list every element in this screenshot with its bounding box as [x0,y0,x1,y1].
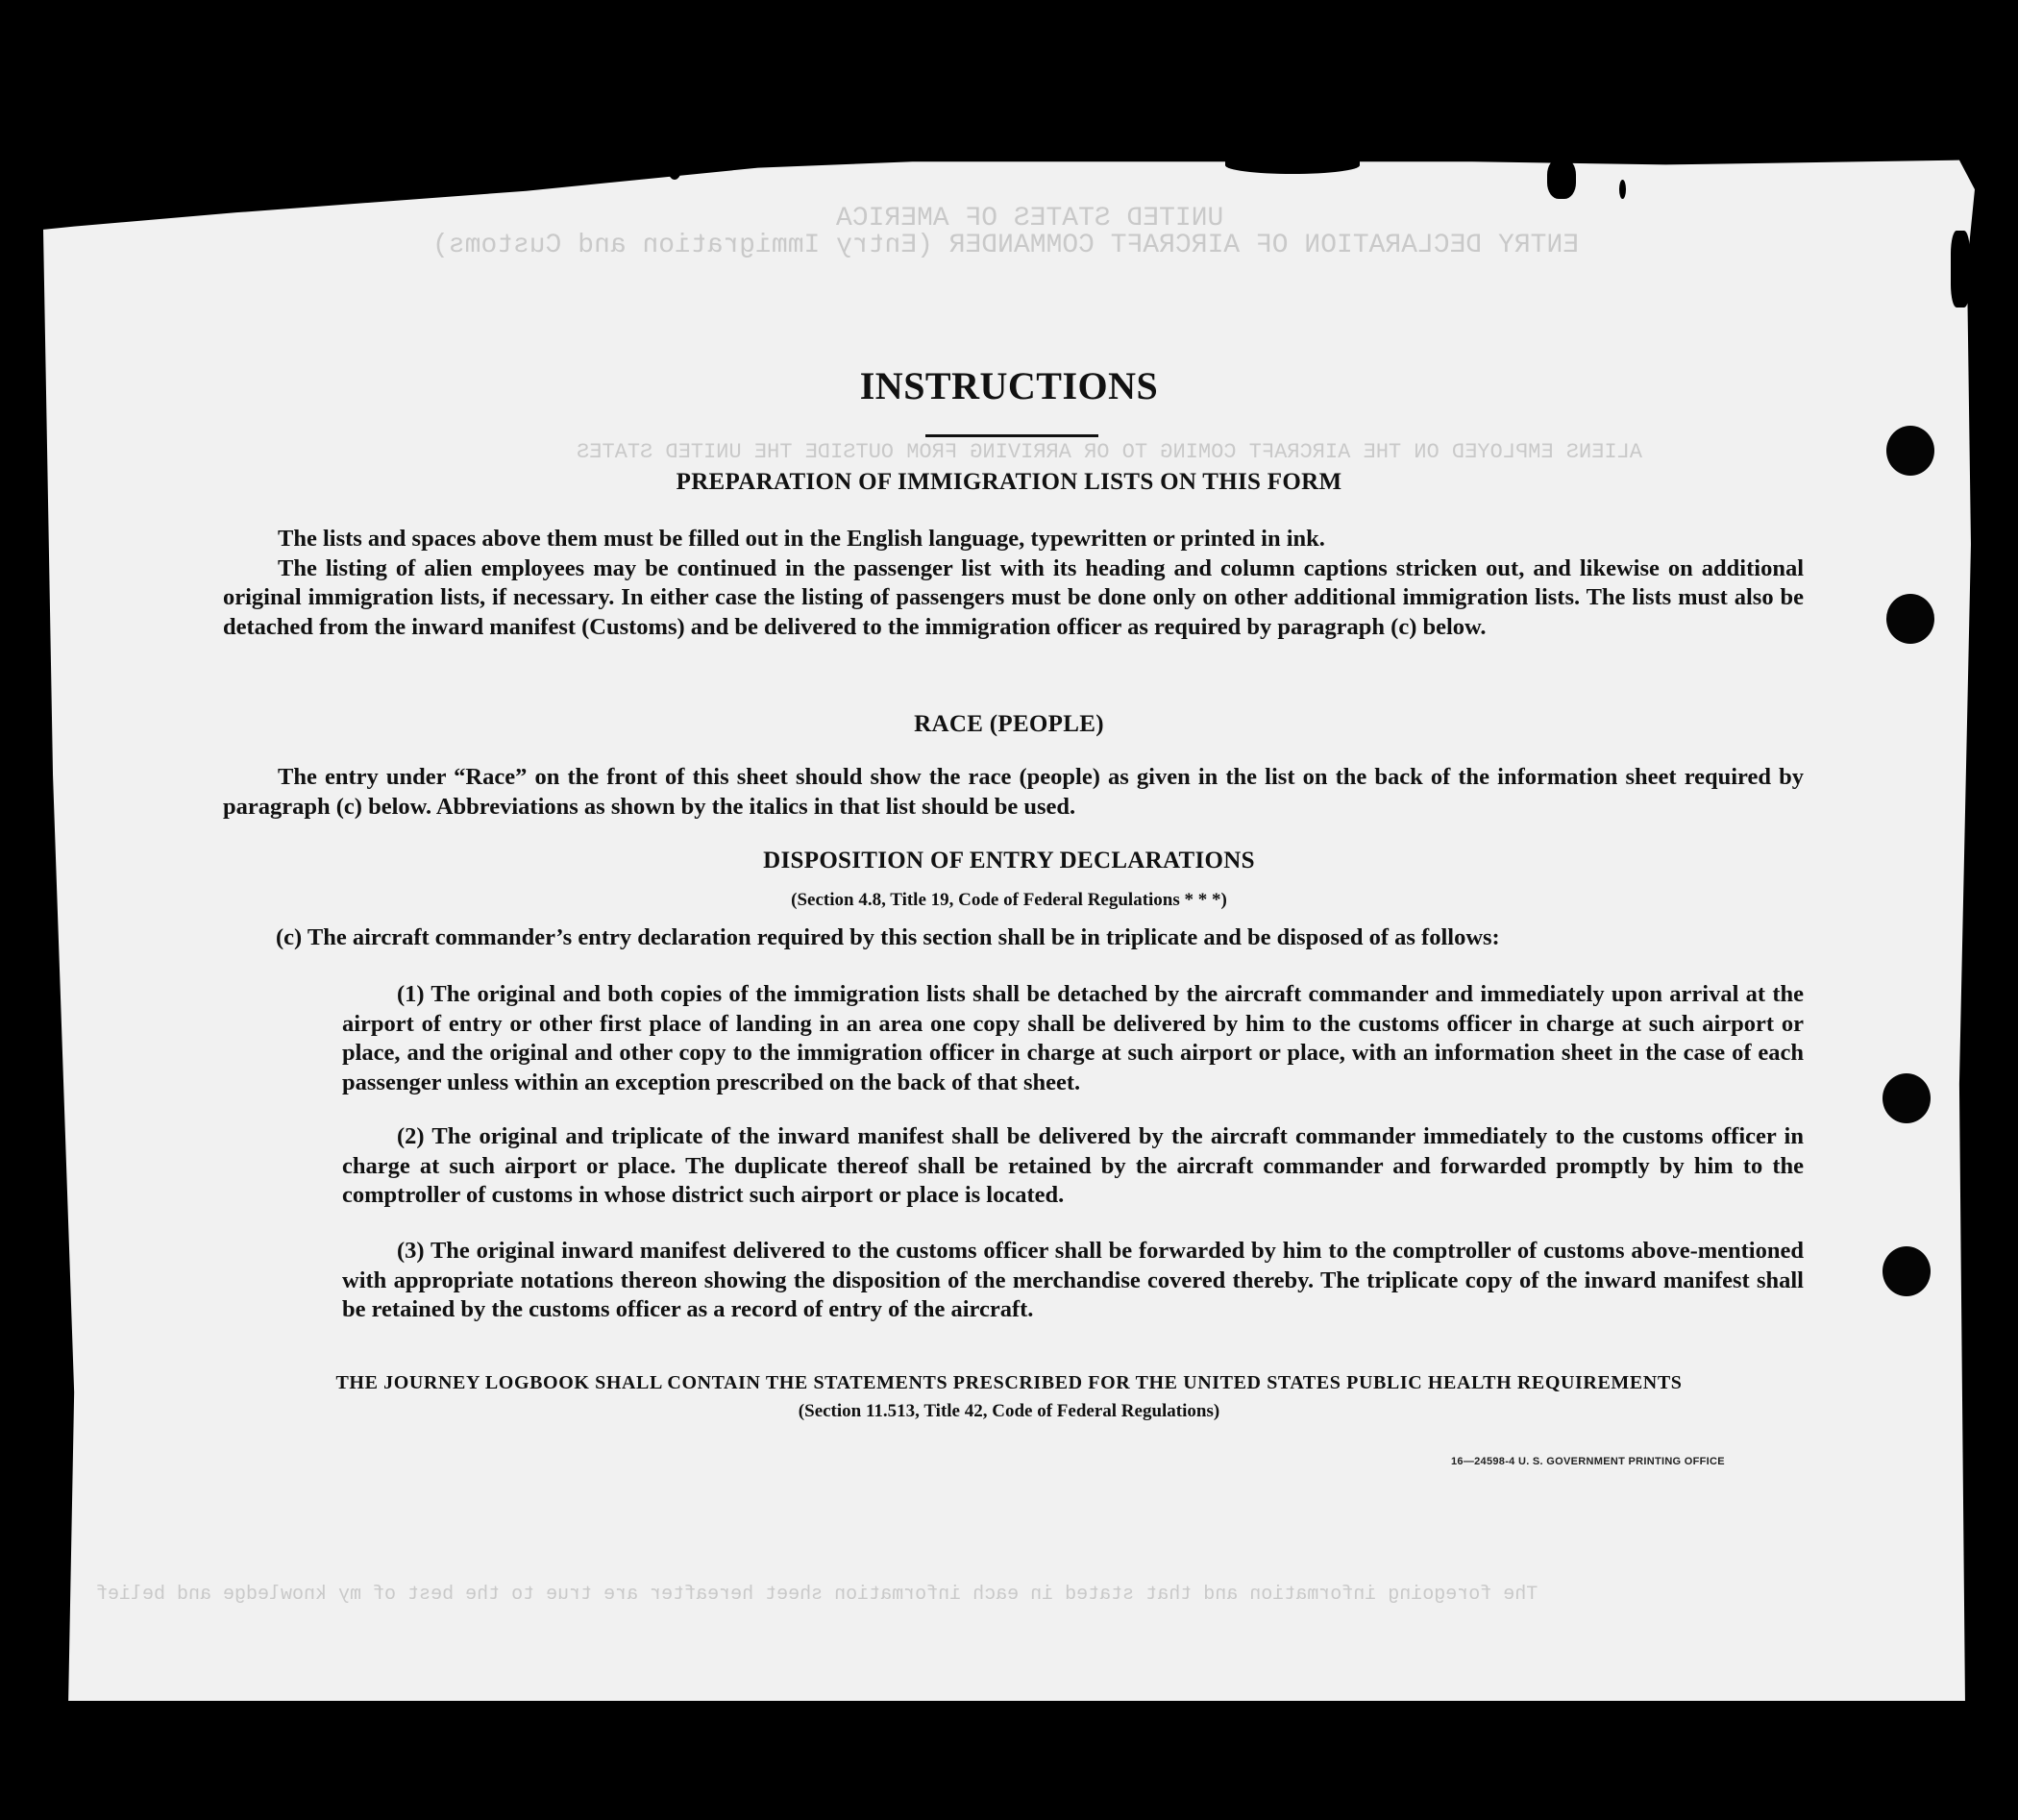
disposition-item-2-block [275,1122,1804,1211]
show-through-text: ENTRY DECLARATION OF AIRCRAFT COMMANDER (Entry Immigration and Customs) [432,231,1579,260]
disposition-intro-block [276,923,1804,953]
disposition-item-3: (3) The original inward manifest delivered to the customs officer shall be forwarded by him to the comptroller of customs above-mentioned with appropriate notations thereon showing the disposition of the merchandise covered thereby. The triplicate copy of the inward manifest shall be retained by the customs officer as a record of entry of the aircraft. [342,1238,1804,1322]
footer-citation: (Section 11.513, Title 42, Code of Federal Regulations) [798,1401,1220,1421]
paper-tear [1547,159,1576,199]
title-underline [925,434,1098,437]
preparation-paragraph-2: The listing of alien employees may be continued in the passenger list with its heading and column captions stricken out, and likewise on additional original immigration lists, if necessary. In either case the listing of passengers must be done only on other additional immigration lists. The lists must also be detached from the inward manifest (Customs) and be delivered to the immigration officer as required by paragraph (c) below. [223,554,1804,640]
section-heading-preparation: PREPARATION OF IMMIGRATION LISTS ON THIS FORM [676,469,1342,495]
paper-tear [668,159,681,180]
section-heading-race: RACE (PEOPLE) [914,711,1104,737]
disposition-item-1-block [275,980,1804,1097]
printer-imprint: 16—24598-4 U. S. GOVERNMENT PRINTING OFFICE [1451,1456,1725,1467]
disposition-intro: (c) The aircraft commander’s entry declaration required by this section shall be in triplicate and be disposed of as follows: [276,924,1500,950]
show-through-text: UNITED STATES OF AMERICA [836,204,1224,234]
disposition-item-3-block [275,1237,1804,1325]
disposition-item-1: (1) The original and both copies of the immigration lists shall be detached by the aircraft commander and immediately upon arrival at the airport of entry or other first place of landing in an area one copy shall be delivered by him to the customs officer in charge at such airport or place, and the original and other copy to the immigration officer in charge at such airport or place, with an information sheet in the case of each passenger unless within an exception prescribed on the back of that sheet. [342,981,1804,1095]
preparation-paragraph-1: The lists and spaces above them must be filled out in the English language, typewritten or printed in ink. [278,526,1325,552]
page-title: INSTRUCTIONS [859,364,1159,407]
disposition-item-2: (2) The original and triplicate of the inward manifest shall be delivered by the aircraft commander immediately to the customs officer in charge at such airport or place. The duplicate thereof shall be retained by the aircraft commander and forwarded promptly by him to the comptroller of customs in whose district such airport or place is located. [342,1123,1804,1208]
footer-health-requirements: THE JOURNEY LOGBOOK SHALL CONTAIN THE STATEMENTS PRESCRIBED FOR THE UNITED STATES PUBLIC HEALTH REQUIREMENTS [335,1372,1683,1393]
paper-tear [1951,231,1970,307]
race-paragraph-block [223,763,1804,822]
show-through-text: The foregoing information and that stated in each information sheet hereafter are true to the best of my knowledge and belief [96,1584,1538,1606]
punch-hole [1883,1246,1931,1296]
punch-hole [1886,594,1934,644]
race-paragraph: The entry under “Race” on the front of this sheet should show the race (people) as given in the list on the back of the information sheet required by paragraph (c) below. Abbreviations as shown by the italics in that list should be used. [223,764,1804,820]
show-through-text: ALIENS EMPLOYED ON THE AIRCRAFT COMING TO OR ARRIVING FROM OUTSIDE THE UNITED STATES [577,440,1642,464]
paper-tear [1619,180,1626,199]
punch-hole [1883,1073,1931,1123]
preparation-paragraphs [223,525,1804,642]
disposition-citation: (Section 4.8, Title 19, Code of Federal Regulations * * *) [791,890,1227,910]
section-heading-disposition: DISPOSITION OF ENTRY DECLARATIONS [763,848,1255,873]
paper-tear [1225,157,1360,174]
